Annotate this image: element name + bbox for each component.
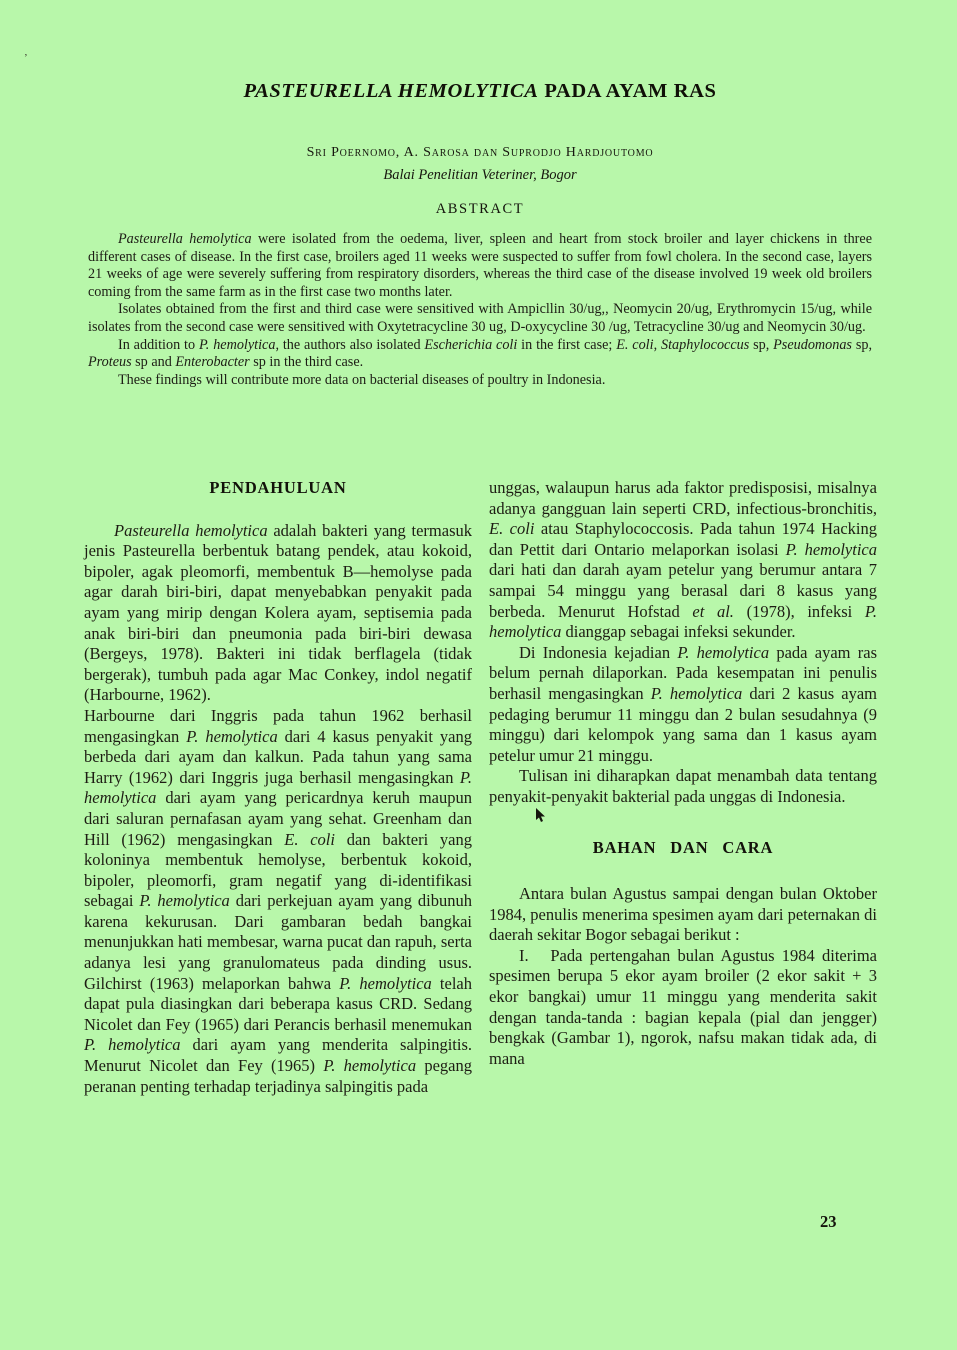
body-paragraph: I. Pada pertengahan bulan Agustus 1984 diterima spesimen berupa 5 ekor ayam broiler (2 ekor sakit + 3 ekor bangkai) umur 11 minggu yang menderita sakit dengan tanda-tanda : bagian kepala (pial dan jengger) bengkak (Gambar 1), ngorok, nafsu makan tidak ada, di mana (489, 945, 877, 1068)
body-paragraph: unggas, walaupun harus ada faktor predisposisi, misalnya adanya gangguan lain seperti CRD, infectious-bronchitis, E. coli atau Staphylococcosis. Pada tahun 1974 Hacking dan Pettit dari Ontario melaporkan isolasi P. hemolytica dari hati dan darah ayam petelur yang berumur antara 7 sampai 54 minggu yang berasal dari 8 kasus yang berbeda. Menurut Hofstad et al. (1978), infeksi P. hemolytica dianggap sebagai infeksi sekunder. (489, 478, 877, 642)
two-column-body (84, 478, 878, 1097)
paper-title: PASTEURELLA HEMOLYTICA PADA AYAM RAS (243, 80, 717, 102)
abstract-section (88, 231, 872, 389)
body-paragraph: Pasteurella hemolytica adalah bakteri yang termasuk jenis Pasteurella berbentuk batang pendek, atau kokoid, bipoler, agak pleomorfi, membentuk B—hemolyse pada agar darah biri-biri, dapat menyebabkan penyakit pada ayam yang mirip dengan Kolera ayam, septisemia pada anak biri-biri dan pneumonia pada biri-biri dewasa (Bergeys, 1978). Bakteri ini tidak berflagela (tidak bergerak), tumbuh pada agar Mac Conkey, indol negatif (Harbourne, 1962). (84, 520, 472, 705)
print-artifact-mark: ’ (24, 52, 28, 64)
body-paragraph: Harbourne dari Inggris pada tahun 1962 berhasil mengasingkan P. hemolytica dari 4 kasus penyakit yang berbeda dari ayam dan kalkun. Pada tahun yang sama Harry (1962) dari Inggris juga berhasil mengasingkan P. hemolytica dari ayam yang pericardnya keruh maupun dari saluran pernafasan ayam yang sehat. Greenham dan Hill (1962) mengasingkan E. coli dan bakteri yang koloninya membentuk hemolyse, berbentuk kokoid, bipoler, pleomorfi, gram negatif yang di-identifikasi sebagai P. hemolytica dari perkejuan ayam yang dibunuh karena kekurusan. Dari gambaran bedah bangkai menunjukkan hati membesar, warna pucat dan rapuh, serta adanya lesi yang granulomateus pada dinding usus. Gilchirst (1963) melaporkan bahwa P. hemolytica telah dapat pula diasingkan dari beberapa kasus CRD. Sedang Nicolet dan Fey (1965) dari Perancis berhasil menemukan P. hemolytica dari ayam yang menderita salpingitis. Menurut Nicolet dan Fey (1965) P. hemolytica pegang peranan penting terhadap terjadinya salpingitis pada (84, 705, 473, 1096)
mouse-cursor-icon (536, 808, 547, 823)
section-heading-bahan-dan-cara: BAHAN DAN CARA (592, 837, 774, 857)
affiliation-line: Balai Penelitian Veteriner, Bogor (383, 167, 577, 183)
abstract-heading: ABSTRACT (435, 201, 525, 217)
section-heading-pendahuluan: PENDAHULUAN (209, 478, 347, 497)
abstract-paragraph: In addition to P. hemolytica, the authors also isolated Escherichia coli in the first case; E. coli, Staphylococcus sp, Pseudomonas sp, Proteus sp and Enterobacter sp in the third case. (88, 336, 872, 371)
abstract-paragraph: These findings will contribute more data on bacterial diseases of poultry in Indonesia. (118, 371, 606, 388)
body-paragraph: Di Indonesia kejadian P. hemolytica pada ayam ras belum pernah dilaporkan. Pada kesempatan ini penulis berhasil mengasingkan P. hemolytica dari 2 kasus ayam pedaging berumur 11 minggu dan 2 bulan sesudahnya (9 minggu) dari kelompok yang sama dan 1 kasus ayam petelur umur 21 minggu. (489, 642, 877, 765)
page-number: 23 (820, 1212, 837, 1231)
paper-header (84, 80, 876, 218)
body-paragraph: Antara bulan Agustus sampai dengan bulan Oktober 1984, penulis menerima spesimen ayam dari peternakan di daerah sekitar Bogor sebagai berikut : (489, 884, 877, 945)
right-column (489, 478, 877, 1097)
abstract-paragraph: Pasteurella hemolytica were isolated from the oedema, liver, spleen and heart from stock broiler and layer chickens in three different cases of disease. In the first case, broilers aged 11 weeks were suspected to suffer from fowl cholera. In the second case, layers 21 weeks of age were severely suffering from respiratory disorders, whereas the third case of the disease involved 19 week old broilers coming from the same farm as in the first case two months later. (88, 231, 872, 300)
authors-line: Sri Poernomo, A. Sarosa dan Suprodjo Hardjoutomo (306, 145, 654, 160)
body-paragraph: Tulisan ini diharapkan dapat menambah data tentang penyakit-penyakit bakterial pada unggas di Indonesia. (489, 766, 877, 806)
left-column (84, 478, 472, 1097)
abstract-paragraph: Isolates obtained from the first and third case were sensitived with Ampicllin 30/ug,, Neomycin 20/ug, Erythromycin 15/ug, while isolates from the second case were sensitived with Oxytetracycline 30 ug, D-oxycycline 30 /ug, Tetracycline 30/ug and Neomycin 30/ug. (88, 301, 872, 335)
